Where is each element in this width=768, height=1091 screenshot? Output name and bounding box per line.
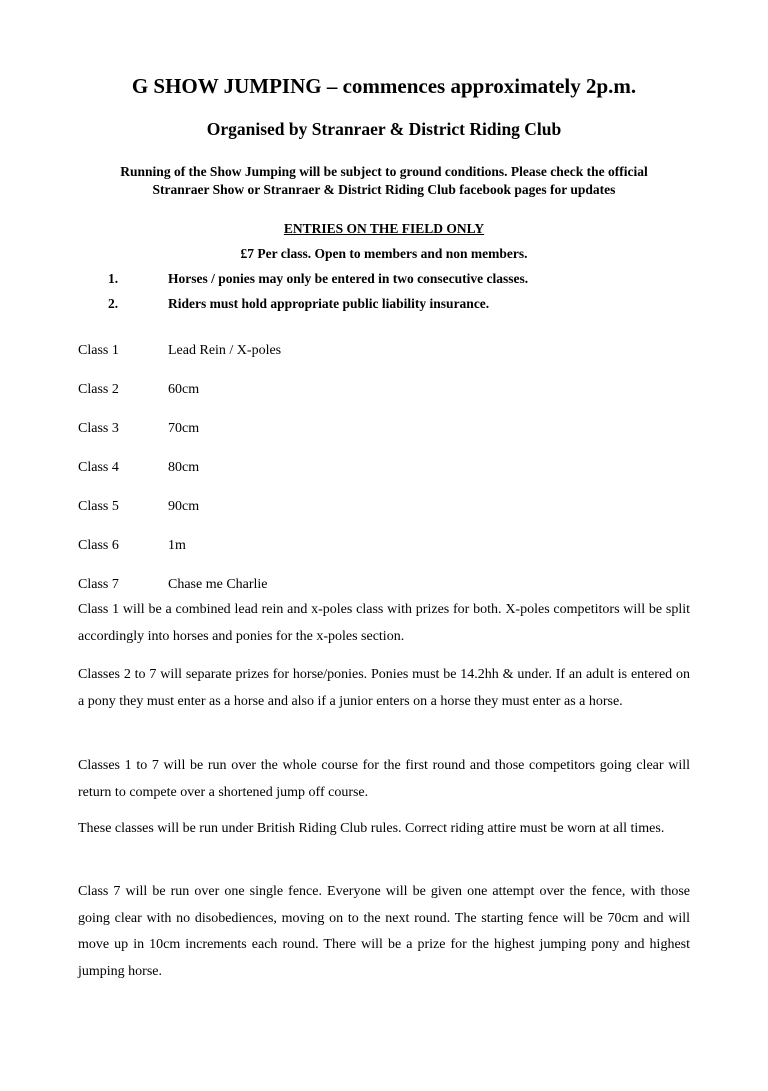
class-label: Class 2 [78, 382, 119, 397]
rule-number: 2. [108, 296, 119, 311]
class-label: Class 3 [78, 421, 119, 436]
class-description: 1m [168, 538, 186, 553]
class-label: Class 1 [78, 343, 119, 358]
class-description: 70cm [168, 421, 200, 436]
rule-number: 1. [108, 271, 119, 286]
notice-line-2: Stranraer Show or Stranraer & District Riding Club facebook pages for updates [152, 182, 616, 197]
paragraph-rules-attire: These classes will be run under British Riding Club rules. Correct riding attire must be worn at all times. [78, 821, 665, 836]
entries-heading: ENTRIES ON THE FIELD ONLY [283, 221, 485, 236]
page-title: G SHOW JUMPING – commences approximately 2p.m. [131, 74, 637, 98]
paragraph-jump-off: Classes 1 to 7 will be run over the whole course for the first round and those competitors going clear will return to compete over a shortened jump off course. [78, 758, 690, 800]
class-description: 80cm [168, 460, 200, 475]
class-label: Class 6 [78, 538, 119, 553]
class-description: 60cm [168, 382, 200, 397]
rule-text: Horses / ponies may only be entered in two consecutive classes. [168, 271, 529, 286]
class-label: Class 4 [78, 460, 119, 475]
entry-fee: £7 Per class. Open to members and non members. [240, 246, 528, 261]
paragraph-chase-me-charlie: Class 7 will be run over one single fence. Everyone will be given one attempt over the fence, with those going clear with no disobediences, moving on to the next round. The starting fence will be 70cm and will move up in 10cm increments each round. There will be a prize for the highest jumping pony and highest jumping horse. [78, 884, 690, 979]
paragraph-prize-categories: Classes 2 to 7 will separate prizes for horse/ponies. Ponies must be 14.2hh & under. If an adult is entered on a pony they must enter as a horse and also if a junior enters on a horse they must enter as a horse. [78, 667, 690, 709]
class-description: 90cm [168, 499, 200, 514]
class-description: Chase me Charlie [168, 577, 268, 592]
class-description: Lead Rein / X-poles [168, 343, 282, 358]
class-label: Class 7 [78, 577, 119, 592]
paragraph-class-1-details: Class 1 will be a combined lead rein and x-poles class with prizes for both. X-poles competitors will be split accordingly into horses and ponies for the x-poles section. [78, 602, 690, 644]
notice-line-1: Running of the Show Jumping will be subject to ground conditions. Please check the official [120, 164, 648, 179]
ground-conditions-notice [60, 163, 708, 199]
class-label: Class 5 [78, 499, 119, 514]
rule-text: Riders must hold appropriate public liability insurance. [168, 296, 490, 311]
page-subtitle: Organised by Stranraer & District Riding Club [206, 119, 562, 139]
